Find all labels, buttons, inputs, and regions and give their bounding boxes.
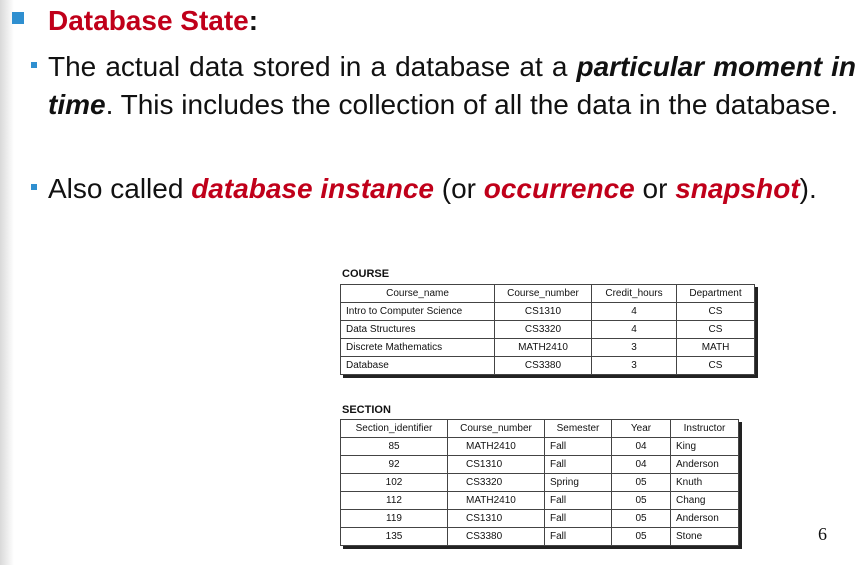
table-cell: Knuth (671, 474, 739, 492)
table-cell: Chang (671, 492, 739, 510)
table-cell: 4 (592, 303, 677, 321)
table-cell: 05 (612, 474, 671, 492)
bullet-square-icon (12, 12, 24, 24)
table-cell: MATH2410 (495, 339, 592, 357)
heading-text: Database State (48, 5, 249, 36)
table-cell: 05 (612, 492, 671, 510)
table-cell: Intro to Computer Science (341, 303, 495, 321)
section-table-title: SECTION (342, 404, 391, 416)
course-col-header: Department (677, 285, 755, 303)
table-cell: MATH2410 (448, 492, 545, 510)
table-cell: Spring (545, 474, 612, 492)
table-cell: CS (677, 303, 755, 321)
para2-text-4: ). (799, 173, 817, 204)
course-table (340, 284, 755, 375)
table-cell: 85 (341, 438, 448, 456)
para2-text-1: Also called (48, 173, 192, 204)
term-occurrence: occurrence (483, 173, 635, 204)
table-cell: Anderson (671, 456, 739, 474)
table-cell: 112 (341, 492, 448, 510)
course-col-header: Course_number (495, 285, 592, 303)
section-col-header: Semester (545, 420, 612, 438)
section-header-row (341, 420, 739, 438)
table-cell: 3 (592, 339, 677, 357)
table-cell: Database (341, 357, 495, 375)
table-cell: CS3320 (495, 321, 592, 339)
para1-emphasis: particular moment in time (48, 51, 856, 120)
table-cell: CS (677, 321, 755, 339)
table-cell: Fall (545, 510, 612, 528)
heading-colon: : (248, 5, 259, 36)
table-cell: Anderson (671, 510, 739, 528)
course-col-header: Credit_hours (592, 285, 677, 303)
table-cell: Stone (671, 528, 739, 546)
paragraph-also-called (48, 170, 856, 208)
table-cell: MATH2410 (448, 438, 545, 456)
table-cell: CS3380 (495, 357, 592, 375)
table-cell: 04 (612, 438, 671, 456)
table-cell: 4 (592, 321, 677, 339)
table-cell: CS3380 (448, 528, 545, 546)
sub-bullet-icon (31, 184, 37, 190)
para1-text-1: The actual data stored in a database at a (48, 51, 577, 82)
table-row (341, 528, 739, 546)
table-cell: 92 (341, 456, 448, 474)
section-col-header: Section_identifier (341, 420, 448, 438)
table-cell: CS1310 (448, 456, 545, 474)
table-cell: Fall (545, 492, 612, 510)
table-cell: 119 (341, 510, 448, 528)
para1-text-2: . This includes the collection of all the data in the database. (105, 89, 839, 120)
table-row (341, 357, 755, 375)
table-row (341, 321, 755, 339)
slide-heading (48, 2, 258, 40)
paragraph-definition (48, 48, 856, 124)
table-cell: CS1310 (495, 303, 592, 321)
table-row (341, 303, 755, 321)
table-row (341, 339, 755, 357)
table-cell: CS1310 (448, 510, 545, 528)
table-cell: 05 (612, 510, 671, 528)
table-cell: Fall (545, 456, 612, 474)
table-cell: Fall (545, 528, 612, 546)
course-header-row (341, 285, 755, 303)
table-cell: 135 (341, 528, 448, 546)
term-snapshot: snapshot (675, 173, 800, 204)
slide-edge-shadow (0, 0, 14, 565)
section-col-header: Course_number (448, 420, 545, 438)
table-cell: Discrete Mathematics (341, 339, 495, 357)
table-cell: CS (677, 357, 755, 375)
term-database-instance: database instance (191, 173, 434, 204)
table-cell: MATH (677, 339, 755, 357)
table-cell: 3 (592, 357, 677, 375)
para2-text-2: (or (433, 173, 484, 204)
table-row (341, 492, 739, 510)
table-cell: 05 (612, 528, 671, 546)
table-row (341, 438, 739, 456)
para2-text-3: or (634, 173, 676, 204)
section-col-header: Instructor (671, 420, 739, 438)
table-cell: 04 (612, 456, 671, 474)
page-number: 6 (818, 524, 827, 544)
section-table (340, 419, 739, 546)
table-row (341, 456, 739, 474)
table-cell: Fall (545, 438, 612, 456)
table-cell: 102 (341, 474, 448, 492)
table-cell: Data Structures (341, 321, 495, 339)
course-table-title: COURSE (342, 268, 390, 280)
table-cell: CS3320 (448, 474, 545, 492)
table-row (341, 474, 739, 492)
course-col-header: Course_name (341, 285, 495, 303)
section-col-header: Year (612, 420, 671, 438)
sub-bullet-icon (31, 62, 37, 68)
table-row (341, 510, 739, 528)
table-cell: King (671, 438, 739, 456)
